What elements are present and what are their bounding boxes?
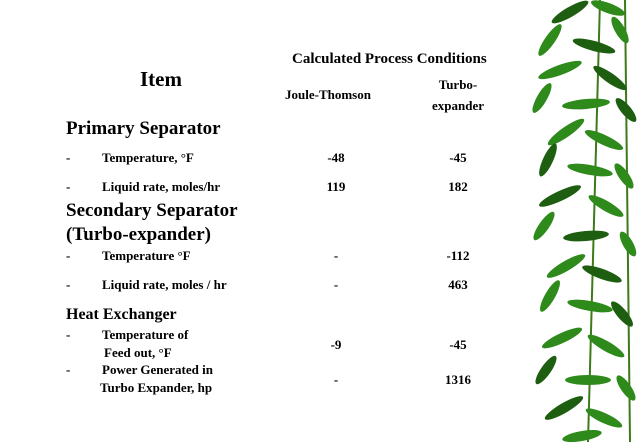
bamboo-leaf — [571, 35, 616, 56]
turbo-value: 1316 — [445, 372, 471, 387]
row-bullet: - — [66, 150, 71, 165]
bamboo-leaf — [562, 97, 611, 111]
turbo-header-line1: Turbo- — [438, 77, 478, 92]
row-label-line1: Temperature of — [102, 327, 189, 342]
bamboo-leaf — [566, 161, 613, 179]
jt-value: 119 — [326, 179, 346, 194]
section-title-heat-exchanger: Heat Exchanger — [66, 306, 177, 323]
bamboo-leaf — [530, 209, 558, 243]
turbo-value: -112 — [446, 248, 470, 263]
jt-value: - — [333, 372, 339, 387]
row-bullet: - — [66, 277, 71, 292]
row-bullet: - — [66, 362, 71, 377]
turbo-value: 463 — [448, 277, 468, 292]
bamboo-leaf — [545, 115, 587, 148]
bamboo-leaf — [549, 0, 590, 27]
jt-value: - — [333, 277, 339, 292]
row-label: Temperature, °F — [102, 150, 194, 165]
bamboo-leaves-icon — [530, 0, 638, 442]
section-title-secondary-separator: Secondary Separator — [66, 200, 238, 221]
section-subtitle-turbo-expander: (Turbo-expander) — [66, 224, 211, 245]
bamboo-leaf — [537, 57, 584, 82]
bamboo-leaf — [613, 373, 638, 403]
row-bullet: - — [66, 179, 71, 194]
bamboo-leaf — [561, 428, 602, 442]
row-label-line1: Power Generated in — [102, 362, 213, 377]
bamboo-leaf — [608, 15, 632, 46]
bamboo-leaf — [532, 353, 560, 387]
table-group-title: Calculated Process Conditions — [292, 51, 487, 67]
bamboo-leaf — [565, 375, 611, 385]
bamboo-leaf — [611, 161, 636, 191]
bamboo-leaf — [535, 22, 565, 59]
bamboo-leaf — [586, 192, 626, 221]
bamboo-leaf — [540, 324, 584, 352]
bamboo-leaf — [544, 251, 587, 282]
jt-value: -48 — [327, 150, 345, 165]
bamboo-leaf — [581, 262, 624, 286]
section-title-primary-separator: Primary Separator — [66, 118, 221, 139]
turbo-value: -45 — [449, 337, 467, 352]
bamboo-leaf — [608, 299, 636, 330]
row-label-line2: Turbo Expander, hp — [100, 380, 213, 395]
row-label-line2: Feed out, °F — [104, 345, 172, 360]
turbo-value: 182 — [448, 179, 468, 194]
bamboo-leaf — [530, 81, 555, 115]
turbo-expander-column-header — [418, 74, 498, 116]
turbo-value: -45 — [449, 150, 467, 165]
item-column-header: Item — [140, 67, 182, 91]
turbo-header-line2: expander — [432, 98, 484, 113]
bamboo-leaf — [537, 182, 583, 211]
row-bullet: - — [66, 327, 71, 342]
bamboo-leaf — [566, 297, 613, 315]
joule-thomson-column-header: Joule-Thomson — [285, 87, 371, 102]
jt-value: -9 — [330, 337, 342, 352]
jt-value: - — [333, 248, 339, 263]
bamboo-leaf — [589, 0, 626, 19]
row-bullet: - — [66, 248, 71, 263]
row-label: Liquid rate, moles/hr — [102, 179, 221, 194]
bamboo-leaf — [542, 393, 585, 424]
bamboo-leaf — [536, 142, 560, 179]
bamboo-leaf — [584, 405, 624, 431]
bamboo-leaf — [591, 62, 630, 93]
bamboo-leaf — [583, 127, 625, 154]
bamboo-leaf — [537, 278, 564, 314]
row-label: Temperature °F — [102, 248, 191, 263]
bamboo-leaf — [563, 229, 610, 243]
row-label: Liquid rate, moles / hr — [102, 277, 227, 292]
